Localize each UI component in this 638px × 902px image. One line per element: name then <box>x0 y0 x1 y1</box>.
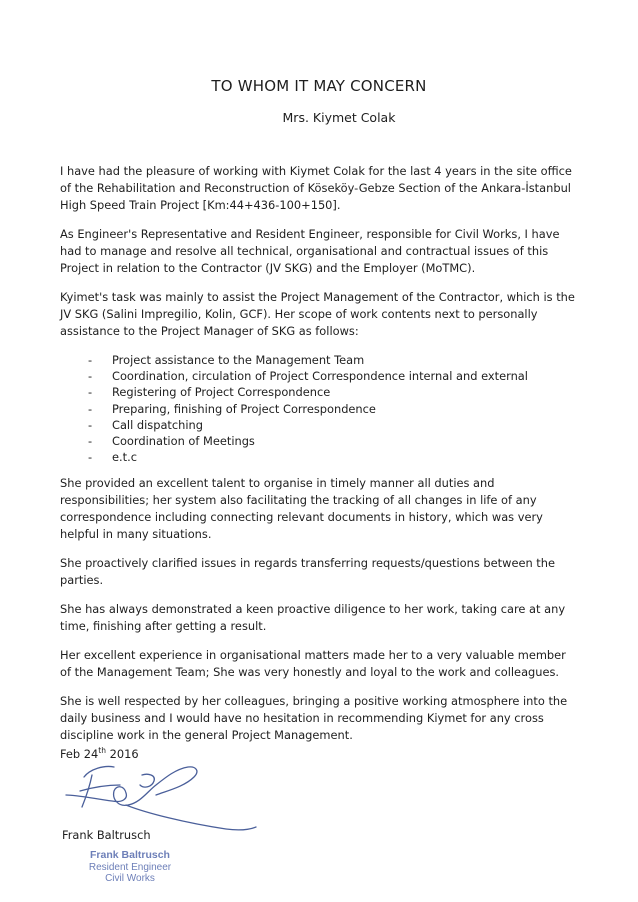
stamp-name: Frank Baltrusch <box>90 849 170 861</box>
handwritten-signature <box>56 755 276 835</box>
paragraph: As Engineer's Representative and Resident Engineer, responsible for Civil Works, I have had to manage and resolve all technical, organisational and contractual issues of this Project in relation to the Contractor (JV SKG) and the Employer (MoTMC). <box>60 227 560 275</box>
task-list-item: - Project assistance to the Management Team <box>88 352 580 368</box>
task-list-item: - e.t.c <box>88 449 580 465</box>
task-list-item: - Call dispatching <box>88 417 580 433</box>
date-year: 2016 <box>106 746 139 761</box>
letter-body <box>60 163 580 756</box>
paragraph: She is well respected by her colleagues, bringing a positive working atmosphere into the daily business and I would have no hesitation in recommending Kiymet for any cross discipline work in the general Project Management. <box>60 694 568 743</box>
task-list-item: - Registering of Project Correspondence <box>88 384 580 400</box>
task-list-item: - Coordination of Meetings <box>88 433 580 449</box>
letter-subject: Mrs. Kiymet Colak <box>282 110 396 125</box>
stamp-department: Civil Works <box>105 873 155 884</box>
paragraph: She has always demonstrated a keen proactive diligence to her work, taking care at any time, finishing after getting a result. <box>60 602 566 634</box>
task-list <box>88 352 580 465</box>
date-ordinal: th <box>98 746 106 755</box>
task-list-item: - Preparing, finishing of Project Correspondence <box>88 401 580 417</box>
stamp-role: Resident Engineer <box>88 861 172 873</box>
task-list-item: - Coordination, circulation of Project Correspondence internal and external <box>88 368 580 384</box>
signer-name: Frank Baltrusch <box>62 828 151 842</box>
paragraph: I have had the pleasure of working with Kiymet Colak for the last 4 years in the site office of the Rehabilitation and Reconstruction of Köseköy-Gebze Section of the Ankara-İstanbul High Speed Train Project [Km:44+436-100+150]. <box>60 164 572 212</box>
paragraph: Kyimet's task was mainly to assist the Project Management of the Contractor, which is the JV SKG (Salini Impregilio, Kolin, GCF). Her scope of work contents next to personally assistance to the Project Manager of SKG as follows: <box>60 290 575 338</box>
letter-title: TO WHOM IT MAY CONCERN <box>211 77 427 95</box>
paragraph: She provided an excellent talent to organise in timely manner all duties and responsibilities; her system also facilitating the tracking of all changes in life of any correspondence including connecting relevant documents in history, which was very helpful in many situations. <box>60 476 543 542</box>
paragraph: Her excellent experience in organisational matters made her to a very valuable member of the Management Team; She was very honestly and loyal to the work and colleagues. <box>60 648 566 680</box>
date-day: Feb 24 <box>60 746 99 761</box>
stamp <box>80 850 180 885</box>
paragraph: She proactively clarified issues in regards transferring requests/questions between the parties. <box>60 556 555 588</box>
